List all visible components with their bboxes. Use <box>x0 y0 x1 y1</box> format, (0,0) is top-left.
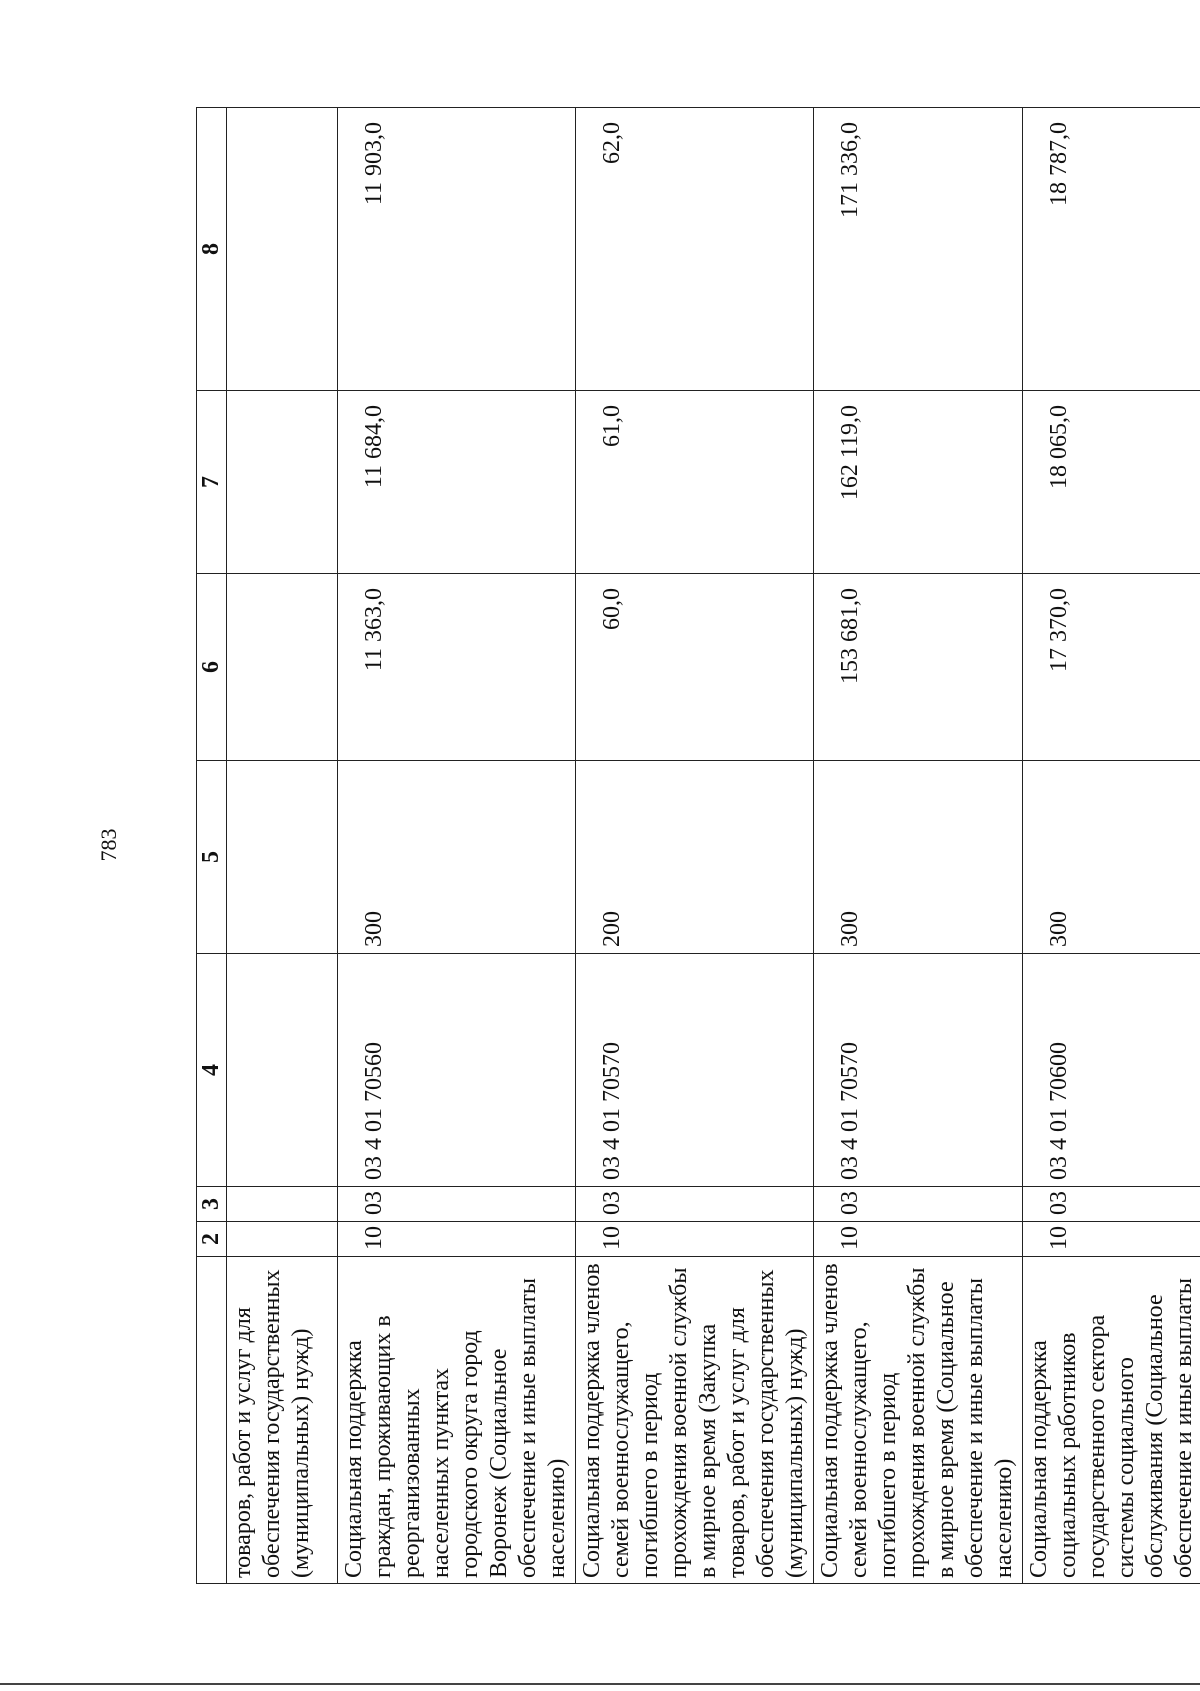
table-row <box>814 108 1023 1584</box>
row-amount-year1 <box>227 574 338 761</box>
row-amount-year2: 11 684,0 <box>338 391 576 574</box>
row-section: 10 <box>814 1222 1023 1257</box>
row-amount-year3: 62,0 <box>576 108 814 391</box>
page-number-text: 783 <box>96 828 121 862</box>
page-bottom-rule <box>0 1683 1200 1685</box>
row-name: товаров, работ и услуг для обеспечения государственных (муниципальных) нужд) <box>227 1257 338 1584</box>
row-amount-year3: 18 787,0 <box>1023 108 1200 391</box>
row-amount-year3: 171 336,0 <box>814 108 1023 391</box>
row-target-article: 03 4 01 70570 <box>576 954 814 1187</box>
row-expense-type: 300 <box>814 761 1023 954</box>
row-name: Социальная поддержка граждан, проживающих в реорганизованных населенных пунктах городского округа город Воронеж (Социальное обеспечение и иные выплаты населению) <box>338 1257 576 1584</box>
row-amount-year3: 11 903,0 <box>338 108 576 391</box>
row-subsection <box>227 1187 338 1222</box>
row-amount-year2: 162 119,0 <box>814 391 1023 574</box>
row-amount-year1: 60,0 <box>576 574 814 761</box>
row-subsection: 03 <box>576 1187 814 1222</box>
row-target-article: 03 4 01 70600 <box>1023 954 1200 1187</box>
table-row <box>576 108 814 1584</box>
header-cell-5: 5 <box>197 761 227 954</box>
row-expense-type <box>227 761 338 954</box>
row-amount-year1: 11 363,0 <box>338 574 576 761</box>
table-row <box>1023 108 1200 1584</box>
row-section <box>227 1222 338 1257</box>
row-section: 10 <box>338 1222 576 1257</box>
header-cell-8: 8 <box>197 108 227 391</box>
row-subsection: 03 <box>814 1187 1023 1222</box>
row-amount-year2: 61,0 <box>576 391 814 574</box>
row-target-article: 03 4 01 70570 <box>814 954 1023 1187</box>
row-target-article <box>227 954 338 1187</box>
row-amount-year2: 18 065,0 <box>1023 391 1200 574</box>
row-target-article: 03 4 01 70560 <box>338 954 576 1187</box>
budget-table-rotated <box>196 108 1197 1584</box>
row-name: Социальная поддержка членов семей военнослужащего, погибшего в период прохождения военной службы в мирное время (Закупка товаров, работ и услуг для обеспечения государственных (муниципальных) нужд) <box>576 1257 814 1584</box>
header-cell-6: 6 <box>197 574 227 761</box>
row-section: 10 <box>576 1222 814 1257</box>
row-amount-year1: 17 370,0 <box>1023 574 1200 761</box>
header-cell-4: 4 <box>197 954 227 1187</box>
header-row <box>197 108 227 1584</box>
budget-table <box>196 107 1200 1584</box>
row-subsection: 03 <box>1023 1187 1200 1222</box>
row-expense-type: 300 <box>338 761 576 954</box>
table-row <box>338 108 576 1584</box>
header-cell-name <box>197 1257 227 1584</box>
header-cell-7: 7 <box>197 391 227 574</box>
row-amount-year3 <box>227 108 338 391</box>
table-row <box>227 108 338 1584</box>
row-subsection: 03 <box>338 1187 576 1222</box>
row-expense-type: 200 <box>576 761 814 954</box>
row-amount-year2 <box>227 391 338 574</box>
header-cell-3: 3 <box>197 1187 227 1222</box>
row-section: 10 <box>1023 1222 1200 1257</box>
row-name: Социальная поддержка членов семей военнослужащего, погибшего в период прохождения военной службы в мирное время (Социальное обеспечение и иные выплаты населению) <box>814 1257 1023 1584</box>
header-cell-2: 2 <box>197 1222 227 1257</box>
row-name: Социальная поддержка социальных работников государственного сектора системы социального обслуживания (Социальное обеспечение и иные выплаты <box>1023 1257 1200 1584</box>
row-amount-year1: 153 681,0 <box>814 574 1023 761</box>
row-expense-type: 300 <box>1023 761 1200 954</box>
